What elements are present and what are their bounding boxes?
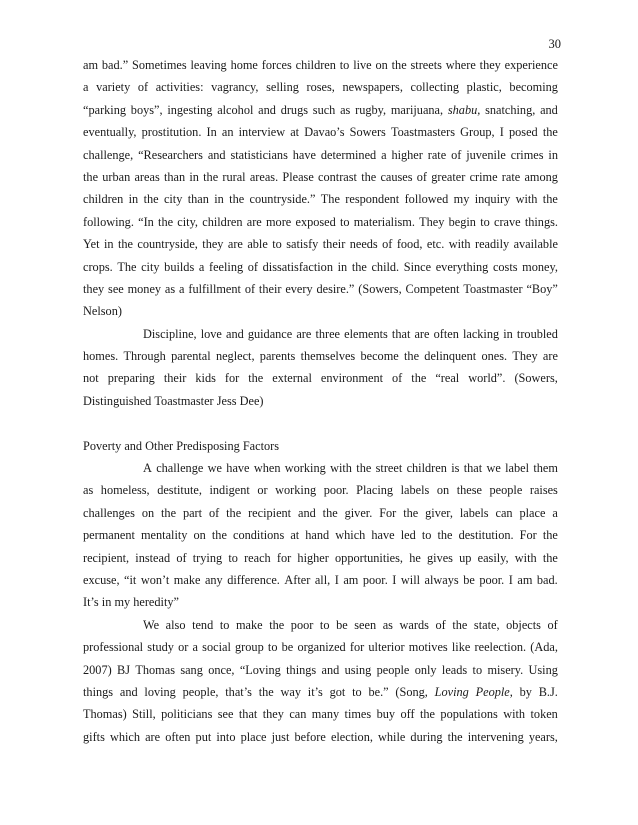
text-line: eventually, prostitution. In an interview at Davao’s Sowers Toastmasters Group, I posed the	[83, 125, 558, 140]
text-line: permanent mentality on the conditions at hand which have led to the destitution. For the	[83, 528, 558, 543]
text-line: recipient, instead of trying to reach for higher opportunities, he gives up easily, with the	[83, 550, 558, 565]
text-line: homes. Through parental neglect, parents themselves become the delinquent ones. They are	[83, 349, 558, 364]
text-line: gifts which are often put into place just before election, while during the intervening years,	[83, 729, 558, 744]
text-line: as homeless, destitute, indigent or working poor. Placing labels on these people raises	[83, 483, 558, 498]
text-line: It’s in my heredity”	[83, 595, 179, 610]
text-line: 2007) BJ Thomas sang once, “Loving things and using people only leads to misery. Using	[83, 662, 558, 677]
text-line: excuse, “it won’t make any difference. After all, I am poor. I will always be poor. I am bad.	[83, 572, 558, 587]
paragraph	[83, 457, 558, 614]
text-line: challenge, “Researchers and statisticians have determined a higher rate of juvenile crimes in	[83, 147, 558, 162]
paragraph	[83, 323, 558, 413]
paragraph	[83, 614, 558, 748]
text-line: am bad.” Sometimes leaving home forces children to live on the streets where they experience	[83, 58, 558, 72]
text-line: “parking boys”, ingesting alcohol and drugs such as rugby, marijuana, shabu, snatching, and	[83, 102, 558, 117]
text-line: a variety of activities: vagrancy, selling roses, newspapers, collecting plastic, becoming	[83, 80, 558, 95]
text-line: the urban areas than in the rural areas. Please contrast the causes of greater crime rate among	[83, 169, 558, 184]
text-line: children in the city than in the countryside.” The respondent followed my inquiry with the	[83, 192, 558, 207]
text-line: not preparing their kids for the external environment of the “real world”. (Sowers,	[83, 371, 558, 386]
page-number: 30	[548, 37, 561, 51]
text-line: A challenge we have when working with the street children is that we label them	[143, 461, 558, 476]
text-line: Discipline, love and guidance are three elements that are often lacking in troubled	[143, 326, 558, 341]
text-line: crops. The city builds a feeling of dissatisfaction in the child. Since everything costs money,	[83, 259, 558, 274]
blank-line	[83, 412, 558, 434]
text-line: Yet in the countryside, they are able to satisfy their needs of food, etc. with readily available	[83, 237, 558, 252]
text-line: Thomas) Still, politicians see that they can many times buy off the populations with token	[83, 707, 558, 722]
section-heading: Poverty and Other Predisposing Factors	[83, 438, 280, 453]
text-line: professional study or a social group to be organized for ulterior motives like reelection. (Ada,	[83, 640, 558, 655]
text-line: they see money as a fulfillment of their every desire.” (Sowers, Competent Toastmaster “Boy”	[83, 281, 558, 296]
text-line: Nelson)	[83, 304, 122, 319]
text-line: We also tend to make the poor to be seen as wards of the state, objects of	[143, 617, 558, 632]
text-line: Distinguished Toastmaster Jess Dee)	[83, 393, 264, 408]
paragraph	[83, 54, 558, 323]
body-text	[83, 54, 558, 748]
text-line: following. “In the city, children are more exposed to materialism. They begin to crave things.	[83, 214, 558, 229]
text-line: challenges on the part of the recipient and the giver. For the giver, labels can place a	[83, 505, 558, 520]
text-line: things and loving people, that’s the way it’s got to be.” (Song, Loving People, by B.J.	[83, 684, 558, 699]
